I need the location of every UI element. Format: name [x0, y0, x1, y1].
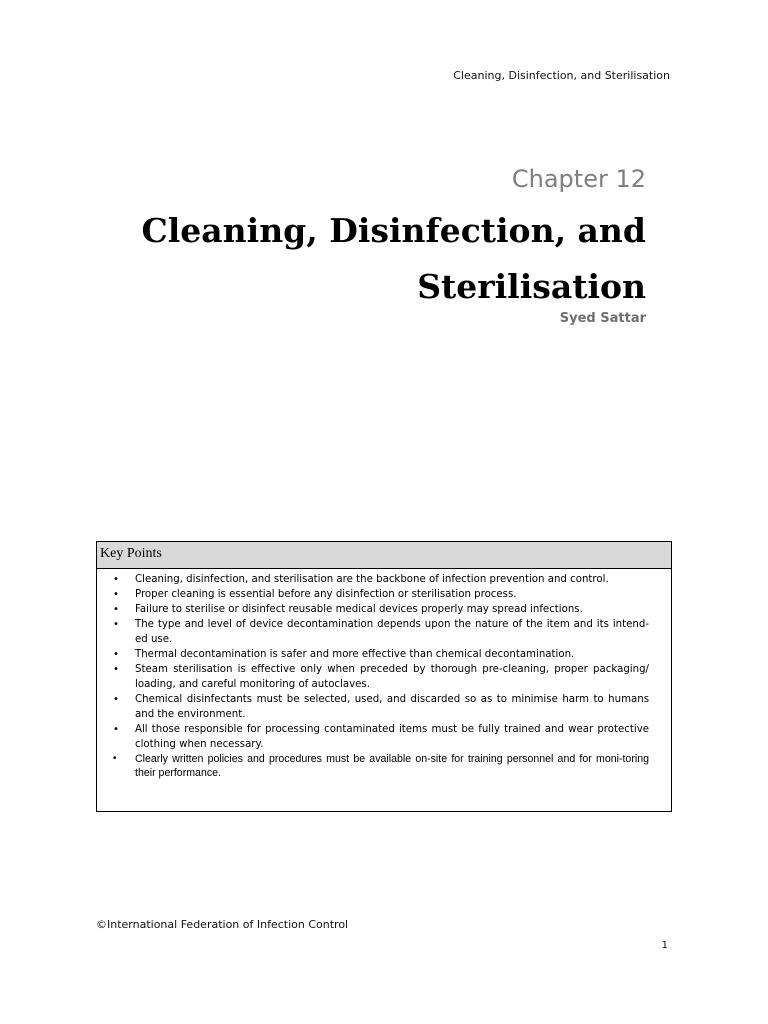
key-points-heading: Key Points — [97, 542, 671, 569]
key-point-text: Clearly written policies and procedures must be available on-site for training personnel and for moni-toring their performance. — [135, 753, 649, 779]
key-point-text: Proper cleaning is essential before any disinfection or sterilisation process. — [135, 589, 517, 600]
page-number: 1 — [661, 940, 668, 951]
bullet-icon: • — [113, 694, 119, 705]
bullet-icon: • — [113, 724, 119, 735]
key-point-item — [97, 587, 649, 602]
key-point-item — [97, 692, 649, 722]
key-point-item — [97, 662, 649, 692]
key-point-text: Chemical disinfectants must be selected, used, and discarded so as to minimise harm to humans and the environment. — [135, 694, 649, 720]
author-name: Syed Sattar — [559, 311, 646, 326]
key-point-text: Thermal decontamination is safer and more effective than chemical decontamination. — [135, 649, 575, 660]
bullet-icon: • — [113, 619, 119, 630]
key-point-item — [97, 722, 649, 752]
key-point-text: Steam sterilisation is effective only when preceded by thorough pre-cleaning, proper packaging/ loading, and careful monitoring of autoclaves. — [135, 664, 649, 690]
key-point-item — [97, 602, 649, 617]
bullet-icon: • — [113, 604, 119, 615]
key-point-item — [97, 752, 649, 780]
key-point-text: Cleaning, disinfection, and sterilisation are the backbone of infection prevention and control. — [135, 574, 609, 585]
bullet-icon: • — [113, 649, 119, 660]
chapter-label: Chapter 12 — [511, 165, 646, 193]
key-point-text: Failure to sterilise or disinfect reusable medical devices properly may spread infections. — [135, 604, 583, 615]
key-points-box — [96, 541, 672, 812]
bullet-icon: • — [113, 589, 119, 600]
bullet-icon: • — [113, 574, 119, 585]
running-header: Cleaning, Disinfection, and Sterilisation — [453, 69, 670, 82]
bullet-icon: • — [113, 753, 117, 764]
key-points-list — [97, 569, 671, 780]
key-point-text: The type and level of device decontamination depends upon the nature of the item and its intend-ed use. — [135, 619, 649, 645]
key-point-item — [97, 617, 649, 647]
bullet-icon: • — [113, 664, 119, 675]
key-point-text: All those responsible for processing contaminated items must be fully trained and wear protective clothing when necessary. — [135, 724, 649, 750]
key-point-item — [97, 572, 649, 587]
footer-copyright: ©International Federation of Infection Control — [96, 918, 349, 931]
key-point-item — [97, 647, 649, 662]
chapter-title: Cleaning, Disinfection, and Sterilisation — [141, 211, 646, 306]
